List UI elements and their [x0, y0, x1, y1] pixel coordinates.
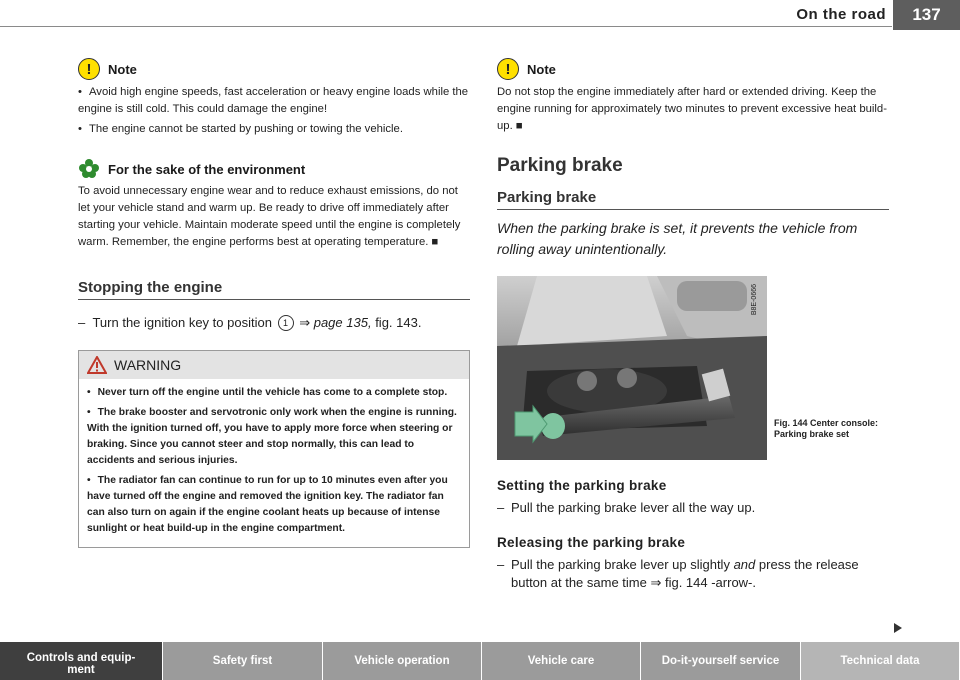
warning-heading: WARNING [79, 351, 469, 379]
flower-environment-icon [78, 158, 100, 180]
setting-heading: Setting the parking brake [497, 478, 667, 493]
tab-vehicle-operation[interactable]: Vehicle operation [323, 642, 482, 680]
stopping-engine-heading: Stopping the engine [78, 279, 470, 300]
tab-do-it-yourself-service[interactable]: Do-it-yourself service [641, 642, 801, 680]
warning-body [79, 379, 469, 547]
setting-step: – Pull the parking brake lever all the way up. [497, 499, 889, 517]
page-reference-link[interactable]: page 135, [313, 315, 372, 330]
intro-text: When the parking brake is set, it prevents the vehicle from rolling away unintentionally. [497, 220, 858, 257]
warning-triangle-icon [87, 356, 107, 374]
page-title: On the road [796, 6, 886, 23]
page-number: 137 [893, 0, 960, 30]
warning-bullet: • The radiator fan can continue to run for up to 10 minutes even after you have turned off the engine and removed the ignition key. The radiator fan can also turn on again if the engine coolant heats up because of intense sunlight or heat build-up in the engine compartment. [87, 473, 461, 537]
environment-heading: For the sake of the environment [78, 158, 470, 180]
tab-safety-first[interactable]: Safety first [163, 642, 323, 680]
note-bullet: • Avoid high engine speeds, fast acceleration or heavy engine loads while the engine is still cold. This could damage the engine! [78, 84, 470, 118]
figure-code: B8E-0666 [751, 284, 758, 316]
figure-144 [497, 276, 889, 460]
header-rule [0, 26, 892, 27]
continue-arrow-icon [894, 623, 902, 633]
figure-reference: fig. 143. [375, 315, 422, 330]
note-heading: ! Note [78, 58, 470, 80]
note-text: Do not stop the engine immediately after hard or extended driving. Keep the engine running for approximately two minutes to prevent excessive heat build-up. ■ [497, 86, 887, 132]
section-title: Parking brake [497, 155, 623, 176]
right-column [497, 58, 889, 592]
tab-technical-data[interactable]: Technical data [801, 642, 960, 680]
stopping-step: – Turn the ignition key to position 1 ⇒ page 135, fig. 143. [78, 315, 422, 330]
position-1-icon: 1 [278, 315, 294, 331]
note-icon: ! [78, 58, 100, 80]
subsection-title: Parking brake [497, 189, 889, 210]
releasing-heading: Releasing the parking brake [497, 535, 686, 550]
environment-text: To avoid unnecessary engine wear and to reduce exhaust emissions, do not let your vehicle stand and warm up. Be ready to drive off immediately after starting your vehicle. Maintain moderate speed until the engine is completely warm. Remember, the engine performs best at operating temperature. ■ [78, 185, 461, 248]
note-heading: ! Note [497, 58, 889, 80]
page-header [0, 0, 960, 34]
releasing-step: – Pull the parking brake lever up slightly and press the release button at the same time ⇒ fig. 144 -arrow-. [497, 556, 889, 592]
left-column [78, 58, 470, 548]
footer-nav [0, 642, 960, 680]
warning-bullet: • The brake booster and servotronic only work when the engine is running. With the ignition turned off, you have to apply more force when steering or braking. Since you cannot steer and stop normally, this can lead to accidents and serious injuries. [87, 405, 461, 469]
note-bullet: • The engine cannot be started by pushing or towing the vehicle. [78, 121, 470, 138]
tab-vehicle-care[interactable]: Vehicle care [482, 642, 641, 680]
warning-bullet: • Never turn off the engine until the vehicle has come to a complete stop. [87, 385, 461, 401]
tab-controls-and-equipment[interactable]: Controls and equip- ment [0, 642, 163, 680]
figure-caption: Fig. 144 Center console: Parking brake set [774, 418, 879, 439]
note-icon: ! [497, 58, 519, 80]
warning-box [78, 350, 470, 548]
parking-brake-photo [497, 276, 767, 460]
